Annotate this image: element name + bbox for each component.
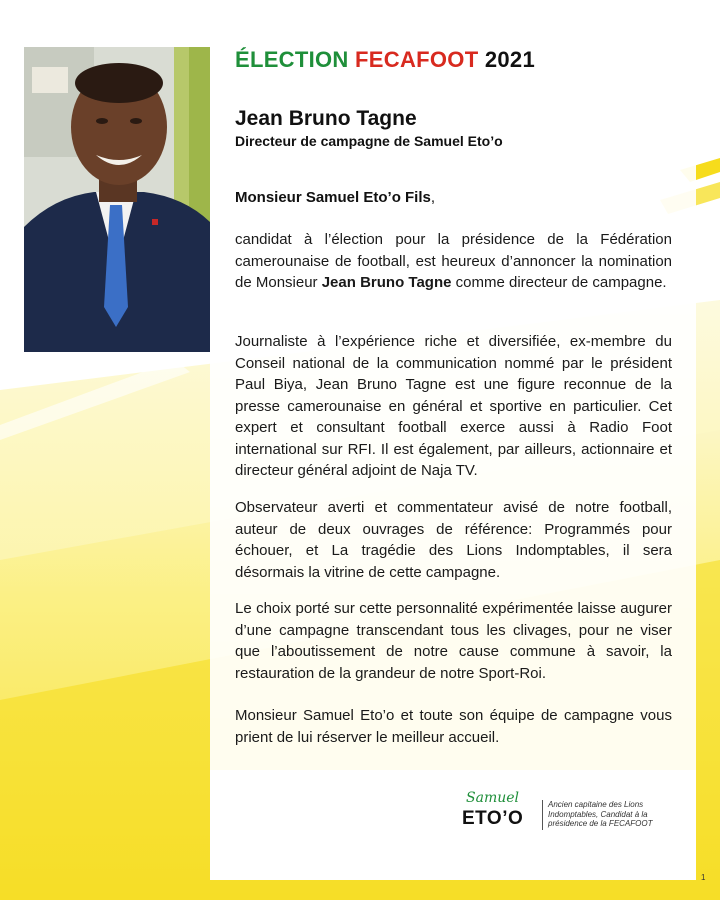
signature-logo xyxy=(462,790,692,840)
signature-name: ETO’O xyxy=(462,808,524,829)
paragraph-closing: Monsieur Samuel Eto’o et toute son équipe de campagne vous prient de lui réserver le meilleur accueil. xyxy=(235,707,672,746)
salutation-text: Monsieur Samuel Eto’o Fils xyxy=(235,189,431,206)
letter-salutation xyxy=(235,189,435,206)
person-role: Directeur de campagne de Samuel Eto’o xyxy=(235,133,503,149)
signature-divider xyxy=(542,800,543,830)
paragraph-observer: Observateur averti et commentateur avisé de notre football, auteur de deux ouvrages de référence: Programmés pour échouer, et La tragédie des Lions Indomptables, il sera désormais la vitrine de cette campagne. xyxy=(235,499,672,581)
title-year: 2021 xyxy=(484,47,536,72)
signature-caption: Ancien capitaine des Lions Indomptables, Candidat à la présidence de la FECAFOOT xyxy=(548,800,653,828)
page-number: 1 xyxy=(701,873,706,882)
page-title xyxy=(235,47,535,73)
paragraph-1-bold-name: Jean Bruno Tagne xyxy=(321,274,452,291)
person-name: Jean Bruno Tagne xyxy=(235,107,417,130)
paragraph-1-text: candidat à l’élection pour la présidence de la Fédération camerounaise de football, est heureux d’annoncer la nomination de Monsieur xyxy=(235,231,672,291)
paragraph-1-end: comme directeur de campagne. xyxy=(451,274,667,291)
title-election: ÉLECTION xyxy=(235,47,349,72)
paragraph-announcement xyxy=(235,229,672,294)
salutation-punct: , xyxy=(430,189,436,206)
title-fecafoot: FECAFOOT xyxy=(355,47,479,72)
paragraph-choice: Le choix porté sur cette personnalité expérimentée laisse augurer d’une campagne transcendant tous les clivages, pour ne viser que l’aboutissement de notre cause commune à savoir, la restauration de la grandeur de notre Sport-Roi. xyxy=(235,600,672,682)
signature-script-name: Samuel xyxy=(466,790,519,806)
man-portrait-icon xyxy=(24,47,210,352)
paragraph-biography: Journaliste à l’expérience riche et diversifiée, ex-membre du Conseil national de la communication nommé par le président Paul Biya, Jean Bruno Tagne est une figure reconnue de la presse camerounaise en général et sportive en particulier. Cet expert et consultant football exerce aussi à Radio Foot international sur RFI. Il est également, par ailleurs, actionnaire et directeur général adjoint de Naja TV. xyxy=(235,333,672,479)
portrait-photo xyxy=(24,47,210,352)
